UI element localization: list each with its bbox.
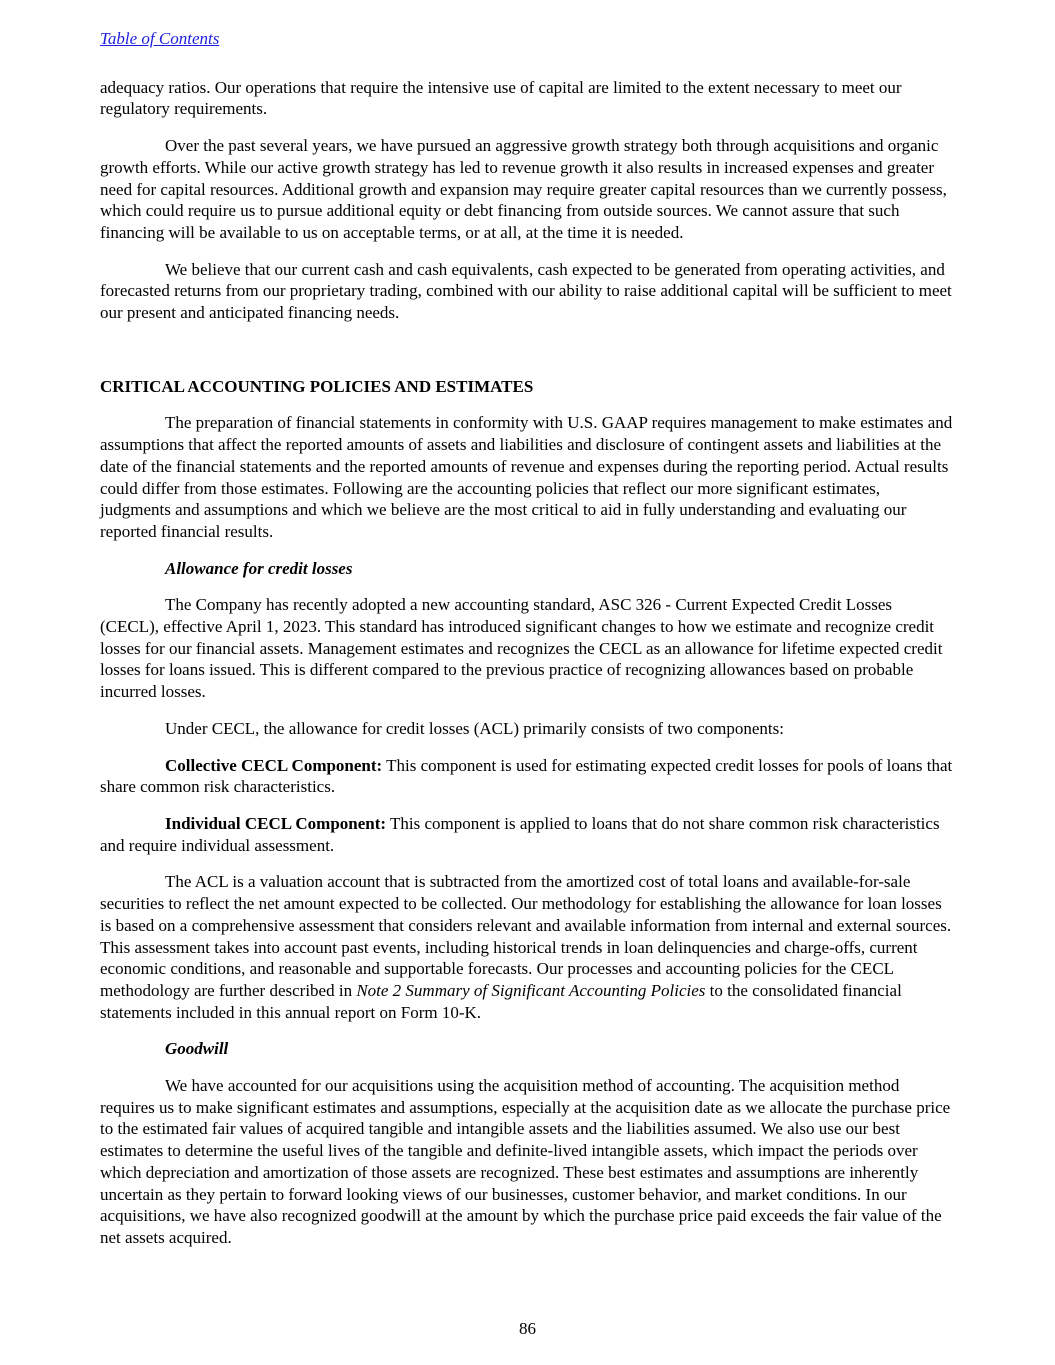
text-run: Under CECL, the allowance for credit losses (ACL) primarily consists of two components:: [165, 718, 784, 738]
text-run: Note 2 Summary of Significant Accounting Policies: [356, 980, 706, 1000]
text-run: This component is applied to loans that do not share common risk characteristics and require individual assessment.: [100, 813, 940, 855]
paragraph: [100, 755, 955, 798]
page-number: 86: [519, 1319, 536, 1339]
text-run: CRITICAL ACCOUNTING POLICIES AND ESTIMATES: [100, 376, 534, 396]
paragraph: [100, 1075, 955, 1249]
text-run: Goodwill: [165, 1039, 229, 1059]
paragraph: [100, 412, 955, 542]
sub-section-heading: [165, 558, 955, 580]
text-run: The ACL is a valuation account that is subtracted from the amortized cost of total loans and available-for-sale securities to reflect the net amount expected to be collected. Our methodology for establishing the allowance for loan losses is based on a comprehensive assessment that considers relevant and available information from internal and external sources. This assessment takes into account past events, including historical trends in loan delinquencies and charge-offs, current economic conditions, and reasonable and supportable forecasts. Our processes and accounting policies for the CECL methodology are further described in: [100, 872, 952, 1000]
text-run: The preparation of financial statements in conformity with U.S. GAAP requires management to make estimates and assumptions that affect the reported amounts of assets and liabilities and disclosure of contingent assets and liabilities at the date of the financial statements and the reported amounts of revenue and expenses during the reporting period. Actual results could differ from those estimates. Following are the accounting policies that reflect our more significant estimates, judgments and assumptions and which we believe are the most critical to aid in fully understanding and evaluating our reported financial results.: [100, 413, 953, 541]
text-run: to the consolidated financial statements included in this annual report on Form 10-K.: [100, 980, 902, 1022]
paragraph: [100, 594, 955, 703]
paragraph: [100, 718, 955, 740]
paragraph: [100, 77, 955, 120]
section-heading: [100, 376, 955, 398]
sub-section-heading: [165, 1038, 955, 1060]
text-run: adequacy ratios. Our operations that require the intensive use of capital are limited to the extent necessary to meet our regulatory requirements.: [100, 77, 902, 119]
table-of-contents-link[interactable]: Table of Contents: [100, 29, 220, 48]
text-run: Collective CECL Component:: [165, 755, 383, 775]
paragraph: [100, 813, 955, 856]
text-run: We believe that our current cash and cash equivalents, cash expected to be generated from operating activities, and forecasted returns from our proprietary trading, combined with our ability to raise additional capital will be sufficient to meet our present and anticipated financing needs.: [100, 259, 952, 323]
text-run: Allowance for credit losses: [165, 558, 353, 578]
text-run: The Company has recently adopted a new accounting standard, ASC 326 - Current Expected Credit Losses (CECL), effective April 1, 2023. This standard has introduced significant changes to how we estimate and recognize credit losses for our financial assets. Management estimates and recognizes the CECL as an allowance for lifetime expected credit losses for loans issued. This is different compared to the previous practice of recognizing allowances based on probable incurred losses.: [100, 595, 943, 702]
text-run: We have accounted for our acquisitions using the acquisition method of accounting. The acquisition method requires us to make significant estimates and assumptions, especially at the acquisition date as we allocate the purchase price to the estimated fair values of acquired tangible and intangible assets and the liabilities assumed. We also use our best estimates to determine the useful lives of the tangible and definite-lived intangible assets, which impact the periods over which depreciation and amortization of those assets are recognized. These best estimates and assumptions are inherently uncertain as they pertain to forward looking views of our businesses, customer behavior, and market conditions. In our acquisitions, we have also recognized goodwill at the amount by which the purchase price paid exceeds the fair value of the net assets acquired.: [100, 1076, 951, 1247]
text-run: This component is used for estimating expected credit losses for pools of loans that share common risk characteristics.: [100, 755, 953, 797]
paragraph: [100, 871, 955, 1023]
paragraph: [100, 259, 955, 324]
text-run: Over the past several years, we have pursued an aggressive growth strategy both through acquisitions and organic growth efforts. While our active growth strategy has led to revenue growth it also results in increased expenses and greater need for capital resources. Additional growth and expansion may require greater capital resources than we currently possess, which could require us to pursue additional equity or debt financing from outside sources. We cannot assure that such financing will be available to us on acceptable terms, or at all, at the time it is needed.: [100, 136, 947, 242]
text-run: Individual CECL Component:: [165, 813, 387, 833]
document-body: [100, 77, 955, 1249]
paragraph: [100, 135, 955, 244]
